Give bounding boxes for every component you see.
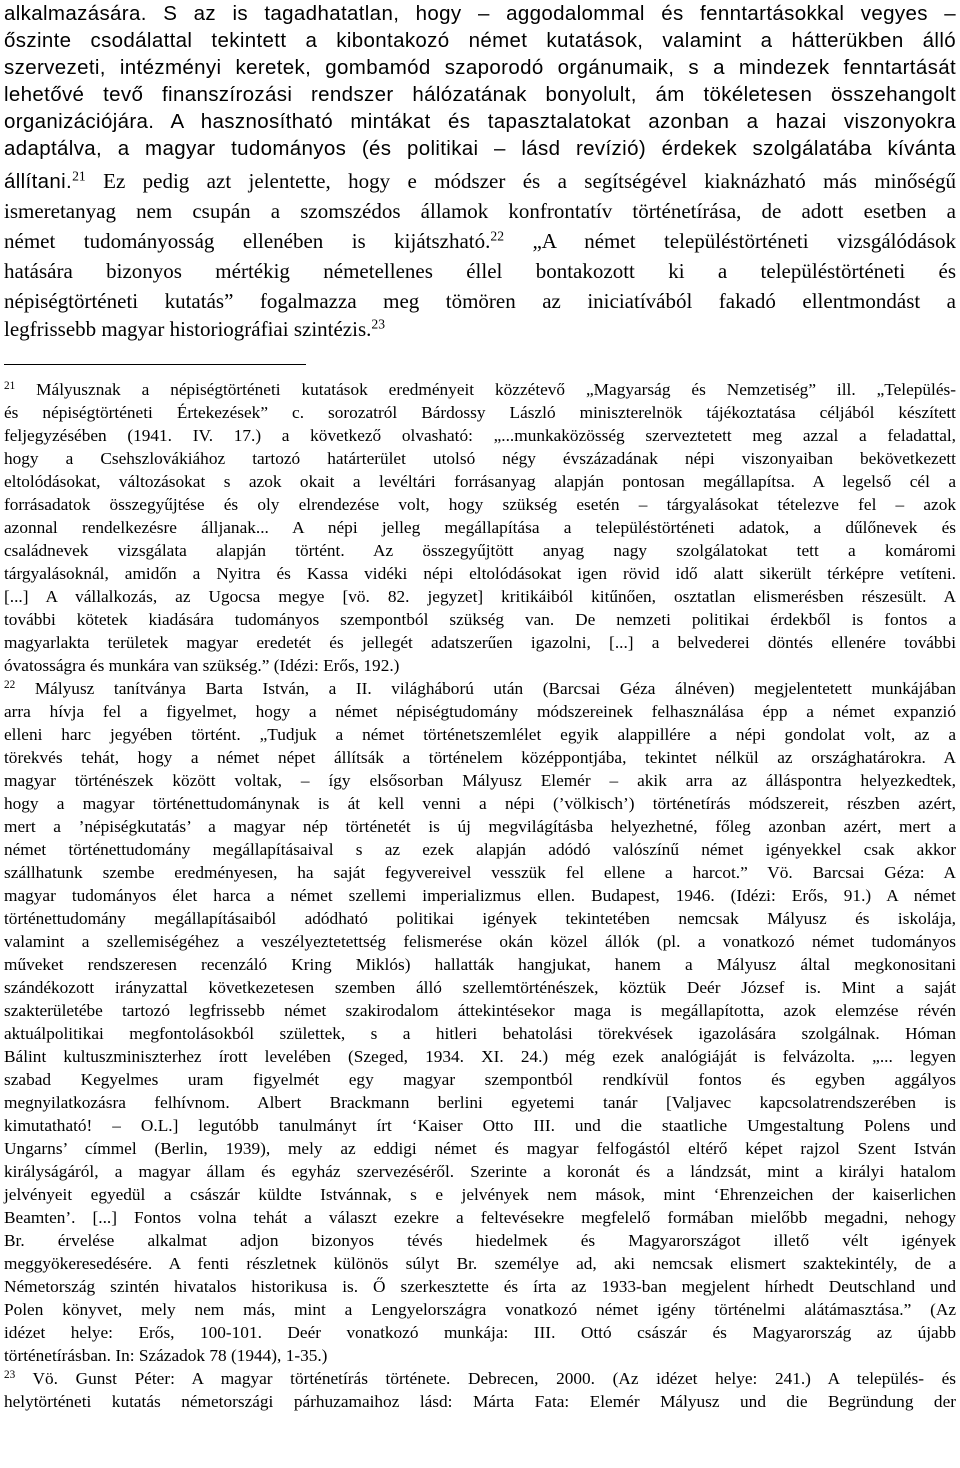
footnote-number: 22: [4, 678, 16, 691]
paragraph-line: népiségtörténeti kutatás” fogalmazza meg tömören az iniciatívából fakadó ellentmondást a: [4, 289, 956, 313]
footnote-21-line: óvatosságra és munkára van szükség.” (Idézi: Erős, 192.): [4, 656, 400, 675]
footnote-separator: [4, 364, 306, 365]
footnote-22-line: szállhatunk szembe eredményesen, ha saját fegyvereivel vesszük fel ellene a harcot.” Vö. Barcsai Géza: A: [4, 863, 956, 882]
paragraph-line: [4, 166, 956, 196]
paragraph-line: őszinte csodálattal tekintett a kibontakozó német kutatások, valamint a hátterükben álló: [4, 29, 956, 52]
footnote-22-line: magyar történészek között voltak, – így elsősorban Mályusz Elemér – akik arra az álláspontra helyezkedtek,: [4, 771, 956, 790]
footnote-22-line: Németország szintén hivatalos historikusa is. Ő szerkesztette és írta az 1933-ban megjelent hírhedt Deutschland und: [4, 1277, 956, 1296]
footnote-22-line: magyar tudományos élet harca a német szellemi imperializmus ellen. Budapest, 1946. (Idézi: Erős, 91.) A német: [4, 886, 956, 905]
footnote-21-line: forrásadatok összegyűjtése és oly elrendezése volt, hogy szükség esetén – tárgyalásokat tételezve fel – azok: [4, 495, 956, 514]
footnote-text: Mályusznak a népiségtörténeti kutatások eredményeit közzétevő „Magyarság és Nemzetiség” ill. „Település-: [15, 380, 956, 399]
footnote-22-line: szabad Kegyelmes uram figyelmét egy magyar szempontból rendkívül fontos és egyben aggályos: [4, 1070, 956, 1089]
footnote-number: 23: [4, 1368, 16, 1381]
paragraph-text: állítani.: [4, 170, 73, 193]
footnote-text: Vö. Gunst Péter: A magyar történetírás története. Debrecen, 2000. (Az idézet helye: 241.) A település- és: [15, 1369, 956, 1388]
footnote-ref-23[interactable]: 23: [371, 316, 386, 332]
footnote-22-line: hogy a magyar történettudománynak is át kell venni a népi (’völkisch’) történetírás módszereit, részben azért,: [4, 794, 956, 813]
footnote-21-line: további kötetek kiadására tudományos szempontból szükség van. De nemzeti politikai érdekből is fontos a: [4, 610, 956, 629]
footnote-22-line: Bálint kultuszminiszterhez írott levelében (Szeged, 1934. XI. 24.) még ezek analógiáját is felvázolta. „... legyen: [4, 1047, 956, 1066]
paragraph-line: ismeretanyag nem csupán a szomszédos államok konfrontatív történetírása, de adott esetben a: [4, 199, 956, 223]
footnote-22-line: Polen könyvet, mely nem más, mint a Lengyelországra vonatkozó német igény történelmi alátámasztása.” (Az: [4, 1300, 956, 1319]
footnote-text: Mályusz tanítványa Barta István, a II. világháború után (Barcsai Géza álnéven) megjelentetett munkájában: [15, 679, 956, 698]
footnote-number: 21: [4, 379, 16, 392]
paragraph-line: hatására bizonyos mértékig németellenes éllel bontakozott ki a településtörténeti és: [4, 259, 956, 283]
footnote-21-line: feljegyzésében (1941. IV. 17.) a következő olvasható: „...munkaközösség szerveztetett meg azzal a feladattal,: [4, 426, 956, 445]
footnote-21-line: tárgyalásoknál, amidőn a Nyitra és Kassa vidéki népi eltolódásokat igen rövid idő alatt sikerült térképre vetíteni.: [4, 564, 956, 583]
footnote-21-line: hogy a Csehszlovákiához tartozó határterület utolsó négy évszázadának népi viszonyaiban bekövetkezett: [4, 449, 956, 468]
paragraph-line: alkalmazására. S az is tagadhatatlan, hogy – aggodalommal és fenntartásokkal vegyes –: [4, 2, 956, 25]
footnote-21-line: eltolódásokat, változásokat s azok okait a levéltári forrásanyag alapján pontosan megállapítsa. A legelső cél a: [4, 472, 956, 491]
footnote-22-line: Beamten’. [...] Fontos volna tehát a választ ezekre a feltevésekre megfelelő formában mielőbb megadni, nehogy: [4, 1208, 956, 1227]
paragraph-line: organizációjára. A hasznosítható mintákat és tapasztalatokat azonban a hazai viszonyokra: [4, 110, 956, 133]
footnote-ref-21[interactable]: 21: [72, 168, 86, 184]
footnote-22-line: arra hívja fel a figyelmet, hogy a német népiségtudomány módszereinek felhasználása épp a német expanzió: [4, 702, 956, 721]
footnote-22-line: Ungarns’ címmel (Berlin, 1939), mely az eddigi német és magyar felfogástól eltérő képet rajzol Szent István: [4, 1139, 956, 1158]
footnote-22-line: történettudomány megállapításaiból adódható politikai igények tekintetében nemcsak Mályusz és iskolája,: [4, 909, 956, 928]
footnote-21-line: családnevek vizsgálata alapján történt. Az összegyűjtött anyag nagy szolgálatokat tett a komáromi: [4, 541, 956, 560]
footnote-22-line: kimutatható! – O.L.] legutóbb tanulmányt írt ‘Kaiser Otto III. und die staatliche Umgestaltung Polens und: [4, 1116, 956, 1135]
footnote-23-line: helytörténeti kutatás németországi párhuzamaihoz lásd: Márta Fata: Elemér Mályusz und die Begründung der: [4, 1392, 956, 1411]
footnote-22-line: megnyilatkozásra felhívnom. Albert Brackmann berlini egyetemi tanár [Valjavec kapcsolatrendszerében is: [4, 1093, 956, 1112]
footnote-22-line: [4, 677, 956, 700]
footnote-21-line: [...] A vállalkozás, az Ugocsa megye [vö. 82. jegyzet] kritikáiból kitűnően, osztatlan elismerésben részesült. A: [4, 587, 956, 606]
footnote-22-line: meggyökeresedésére. A fenti részletnek különös súlyt Br. személye ad, aki nemcsak elismert szaktekintély, de a: [4, 1254, 956, 1273]
paragraph-text: Ez pedig azt jelentette, hogy e módszer és a segítségével kiaknázható más minőségű: [85, 169, 956, 193]
footnote-22-line: valamint a szellemiségéhez a veszélyeztetettség felismerése okán közel állók (pl. a vonatkozó német tudományos: [4, 932, 956, 951]
footnote-22-line: királyságáról, a magyar állam és egyház szervezéséről. Szerinte a koronát és a lándzsát, mint a királyi hatalom: [4, 1162, 956, 1181]
paragraph-line: [4, 226, 956, 256]
footnote-22-line: idézet helye: Erős, 100-101. Deér vonatkozó munkája: III. Ottó császár és Magyarország az újabb: [4, 1323, 956, 1342]
footnote-22-line: történetírásban. In: Századok 78 (1944), 1-35.): [4, 1346, 328, 1365]
footnote-22-line: jelvényeit egyedül a császár küldte Istvánnak, s e jelvények nem mások, mint ‘Ehrenzeichen der kaiserlichen: [4, 1185, 956, 1204]
footnote-21-line: [4, 378, 956, 401]
footnote-21-line: magyarlakta területek magyar eredetét és jellegét adatszerűen igazolni, [...] a belvederei döntés ellenére további: [4, 633, 956, 652]
paragraph-line: szervezeti, intézményi keretek, gombamód szaporodó orgánumaik, s a mindezek fenntartását: [4, 56, 956, 79]
paragraph-line: lehetővé tevő finanszírozási rendszer hálózatának bonyolult, ám tökéletesen összehangolt: [4, 83, 956, 106]
footnote-22-line: mert a ’népiségkutatás’ a magyar nép történetét is új megvilágításba helyezhetné, főleg azonban azért, mert a: [4, 817, 956, 836]
footnote-22-line: műveket rendszeresen recenzáló Kring Miklós) hallatták hangjukat, hanem a Mályusz által megkonositani: [4, 955, 956, 974]
footnote-21-line: azonnal rendelkezésre álljanak... A népi jelleg megállapítása a településtörténeti adatok, a dűlőnevek és: [4, 518, 956, 537]
footnote-22-line: törekvés tehát, hogy a német népet állítsák a történelem középpontjába, tekintet nélkül az országhatárokra. A: [4, 748, 956, 767]
footnote-22-line: elleni harc jegyében történt. „Tudjuk a német történetszemlélet egyik alappillére a népi gondolat volt, az a: [4, 725, 956, 744]
footnote-21-line: és népiségtörténeti Értekezések” c. sorozatról Bárdossy László miniszterelnök tájékoztatása céljából készített: [4, 403, 956, 422]
footnote-22-line: szándékozott irányzattal következetesen szemben álló szellemtörténészek, köztük Deér József is. Mint a saját: [4, 978, 956, 997]
paragraph-line: adaptálva, a magyar tudományos (és politikai – lásd revízió) érdekek szolgálatába kívánta: [4, 137, 956, 160]
footnote-ref-22[interactable]: 22: [490, 228, 505, 244]
footnote-22-line: szakterületébe tartozó legfrissebb német szakirodalom áttekintésekor maga is megállapította, azok elemzése révén: [4, 1001, 956, 1020]
footnote-22-line: Br. érvelése alkalmat adjon bizonyos tévés hiedelmek és Magyarországot illető vélt igények: [4, 1231, 956, 1250]
footnote-22-line: német történettudomány megállapításaival s az ezek alapján adódó valószínű német igényekkel csak akkor: [4, 840, 956, 859]
footnote-22-line: aktuálpolitikai megfontolásokból születtek, s a hitleri behatolási törekvések igazolására szolgálnak. Hóman: [4, 1024, 956, 1043]
paragraph-line: [4, 314, 956, 344]
paragraph-text: német tudományosság ellenében is kijátszható.: [4, 229, 491, 253]
footnote-23-line: [4, 1367, 956, 1390]
paragraph-text: legfrissebb magyar historiográfiai szintézis.: [4, 317, 372, 341]
paragraph-text: „A német településtörténeti vizsgálódások: [504, 229, 956, 253]
